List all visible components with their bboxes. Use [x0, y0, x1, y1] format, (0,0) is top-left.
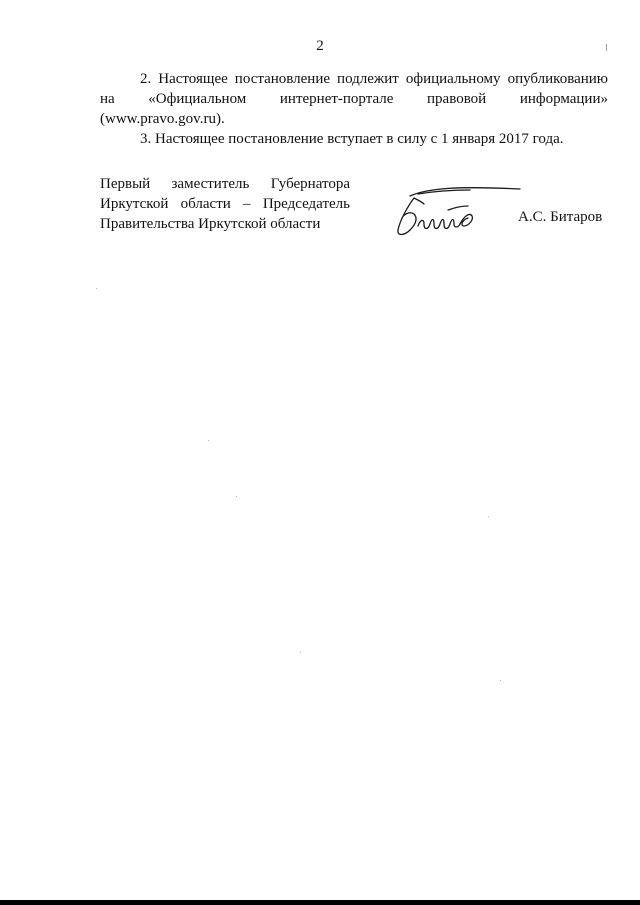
- paragraph-publication: 2. Настоящее постановление подлежит официальному опубликованию на «Официальном интернет-портале правовой информации» (www.pravo.gov.ru).: [100, 71, 608, 127]
- scan-mark: [208, 440, 209, 441]
- signatory-title-line: Иркутской области – Председатель: [100, 196, 350, 212]
- scan-mark: [96, 288, 97, 289]
- signatory-title-line: Первый заместитель Губернатора: [100, 176, 350, 192]
- signatory-title-line: Правительства Иркутской области: [100, 216, 321, 232]
- paragraph-effective-date: 3. Настоящее постановление вступает в силу с 1 января 2017 года.: [140, 131, 564, 147]
- document-body: [100, 69, 608, 149]
- scan-mark: [236, 496, 237, 497]
- signatory-name: А.С. Битаров: [518, 209, 603, 225]
- scan-bottom-edge: [0, 900, 640, 905]
- scan-mark: [300, 652, 301, 653]
- scan-mark: [500, 680, 501, 681]
- signatory-title: [100, 174, 350, 234]
- page-number: 2: [316, 38, 324, 54]
- handwritten-signature: [388, 180, 528, 240]
- scan-mark: [606, 44, 607, 51]
- scan-mark: [488, 516, 489, 517]
